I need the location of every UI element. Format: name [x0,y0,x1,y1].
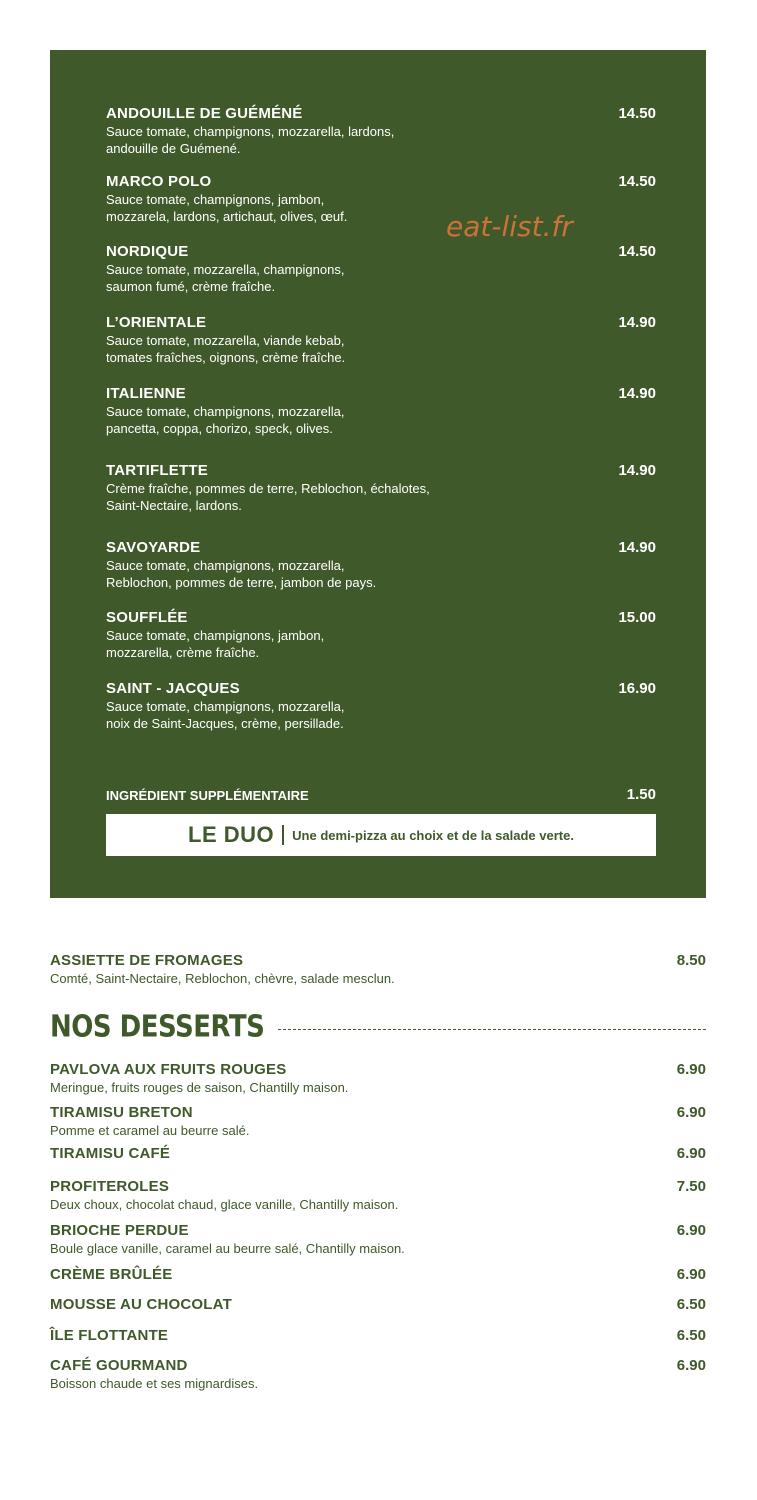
duo-banner [106,814,656,856]
menu-item-pizza [106,539,656,591]
item-price: 15.00 [618,609,656,626]
extra-ingredient [106,788,656,803]
item-name: ITALIENNE [106,385,186,402]
item-description: Sauce tomate, mozzarella, viande kebab, tomates fraîches, oignons, crème fraîche. [106,333,346,365]
item-name: ANDOUILLE DE GUÉMÉNÉ [106,105,303,122]
item-name: PAVLOVA AUX FRUITS ROUGES [50,1061,287,1078]
item-description: Sauce tomate, champignons, mozzarella, Reblochon, pommes de terre, jambon de pays. [106,558,377,590]
item-name: ÎLE FLOTTANTE [50,1327,169,1344]
duo-title: LE DUO [188,822,275,847]
item-description: Crème fraîche, pommes de terre, Reblochon, échalotes, Saint-Nectaire, lardons. [106,481,430,513]
item-name: MARCO POLO [106,173,212,190]
item-price: 6.50 [676,1327,706,1344]
item-price: 6.90 [676,1061,706,1078]
item-price: 6.50 [676,1296,706,1313]
item-name: TIRAMISU BRETON [50,1104,193,1121]
menu-item-dessert [50,1266,706,1284]
item-name: SAINT - JACQUES [106,680,240,697]
menu-item-dessert [50,1327,706,1345]
item-name: SOUFFLÉE [106,609,188,626]
item-name: BRIOCHE PERDUE [50,1222,189,1239]
menu-item-dessert [50,1178,706,1213]
item-name: ASSIETTE DE FROMAGES [50,952,244,969]
item-name: SAVOYARDE [106,539,201,556]
item-description: Pomme et caramel au beurre salé. [50,1123,250,1138]
item-description: Sauce tomate, champignons, mozzarella, pancetta, coppa, chorizo, speck, olives. [106,404,345,436]
item-price: 14.90 [618,539,656,556]
item-description: Sauce tomate, champignons, jambon, mozzarela, lardons, artichaut, olives, œuf. [106,192,348,224]
duo-text: Une demi-pizza au choix et de la salade verte. [292,827,574,843]
item-price: 14.50 [618,105,656,122]
menu-item-pizza [106,680,656,732]
extra-ingredient-label: INGRÉDIENT SUPPLÉMENTAIRE [106,788,309,803]
item-description: Deux choux, chocolat chaud, glace vanille, Chantilly maison. [50,1197,399,1212]
menu-item-dessert [50,1222,706,1257]
item-description: Meringue, fruits rouges de saison, Chantilly maison. [50,1080,349,1095]
item-price: 14.90 [618,462,656,479]
item-name: PROFITEROLES [50,1178,170,1195]
item-name: CRÈME BRÛLÉE [50,1266,173,1283]
item-name: TARTIFLETTE [106,462,208,479]
item-price: 6.90 [676,1266,706,1283]
menu-item-pizza [106,173,656,225]
menu-item-pizza [106,243,656,295]
item-description: Sauce tomate, champignons, jambon, mozzarella, crème fraîche. [106,628,325,660]
menu-item-dessert [50,1296,706,1314]
item-price: 14.50 [618,173,656,190]
pizza-panel [50,50,706,898]
menu-item-dessert [50,1061,706,1096]
item-price: 6.90 [676,1104,706,1121]
item-price: 8.50 [676,952,706,969]
menu-item-pizza [106,105,656,157]
item-price: 6.90 [676,1357,706,1374]
menu-item-pizza [106,609,656,661]
menu-item-dessert [50,1357,706,1392]
item-description: Sauce tomate, mozzarella, champignons, saumon fumé, crème fraîche. [106,262,345,294]
item-price: 14.90 [618,314,656,331]
item-description: Comté, Saint-Nectaire, Reblochon, chèvre, salade mesclun. [50,971,395,986]
item-name: L’ORIENTALE [106,314,207,331]
item-name: NORDIQUE [106,243,189,260]
item-name: MOUSSE AU CHOCOLAT [50,1296,232,1313]
menu-item-pizza [106,385,656,437]
item-price: 7.50 [676,1178,706,1195]
item-price: 6.90 [676,1222,706,1239]
menu-item-pizza [106,462,656,514]
item-description: Sauce tomate, champignons, mozzarella, lardons, andouille de Guémené. [106,124,395,156]
item-description: Boule glace vanille, caramel au beurre salé, Chantilly maison. [50,1241,405,1256]
menu-item-dessert [50,1145,706,1163]
menu-item-dessert [50,1104,706,1139]
menu-item-cheese [50,952,706,987]
watermark: eat-list.fr [446,210,573,243]
item-name: TIRAMISU CAFÉ [50,1145,171,1162]
menu-item-pizza [106,314,656,366]
item-description: Sauce tomate, champignons, mozzarella, noix de Saint-Jacques, crème, persillade. [106,699,345,731]
item-price: 16.90 [618,680,656,697]
item-name: CAFÉ GOURMAND [50,1357,188,1374]
item-price: 14.90 [618,385,656,402]
item-price: 14.50 [618,243,656,260]
duo-divider [282,825,284,845]
item-price: 6.90 [676,1145,706,1162]
desserts-heading: NOS DESSERTS [50,1010,265,1045]
heading-divider [278,1029,706,1030]
item-description: Boisson chaude et ses mignardises. [50,1376,259,1391]
extra-ingredient-price: 1.50 [626,786,656,803]
